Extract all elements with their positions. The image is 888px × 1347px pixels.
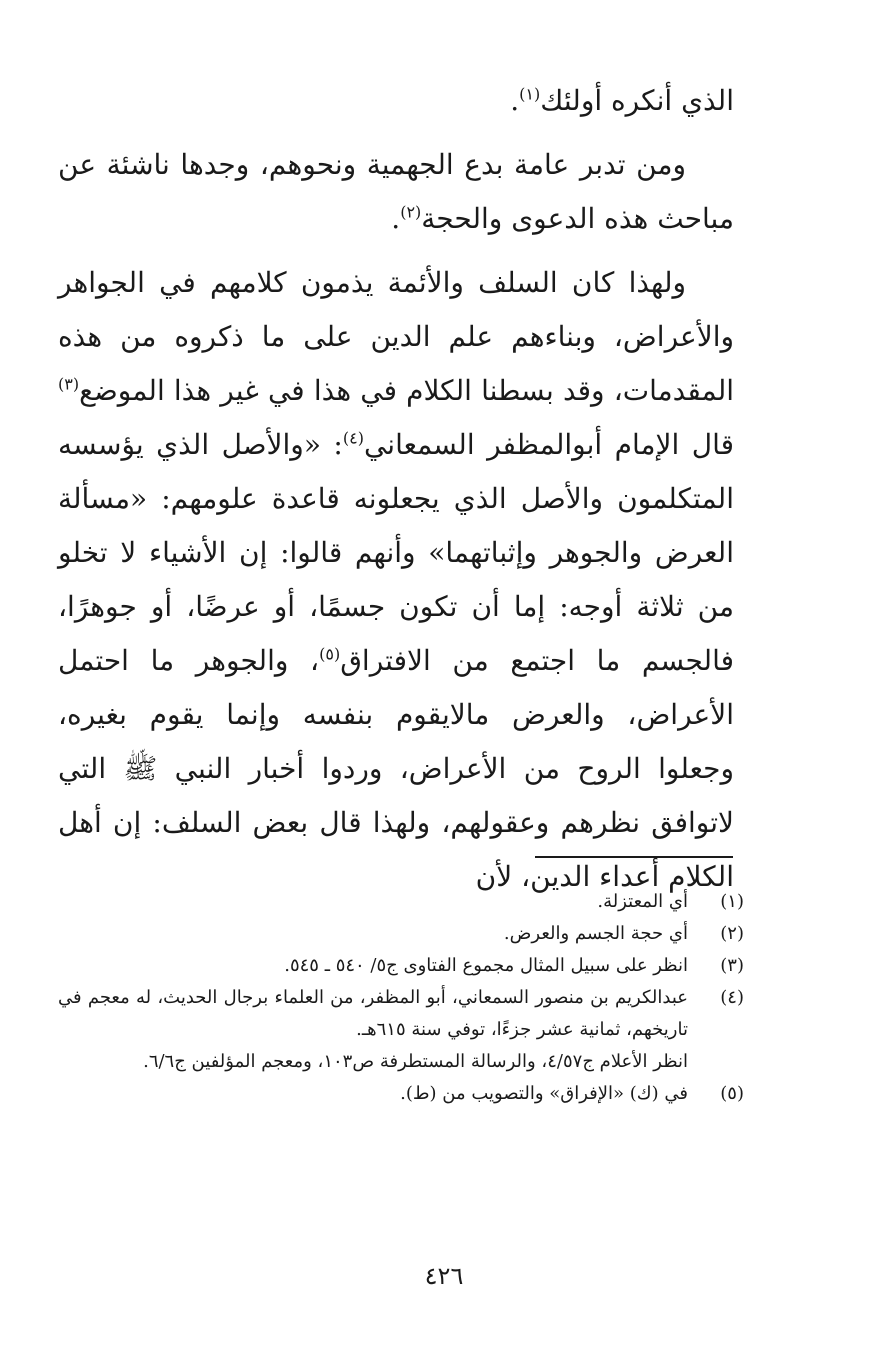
footnotes	[58, 886, 744, 1110]
paragraph-3	[58, 256, 734, 904]
paragraph-3-part-3: : «والأصل الذي يؤسسه المتكلمون والأصل الذي يجعلونه قاعدة علومهم: «مسألة العرض والجوهر وإثباتهما» وأنهم قالوا: إن الأشياء لا تخلو من ثلاثة أوجه: إما أن تكون جسمًا، أو عرضًا، أو جوهرًا، فالجسم ما اجتمع من الافتراق	[58, 428, 734, 677]
footnote-3-text	[58, 950, 688, 982]
footnote-1-text	[58, 886, 688, 918]
footnote-3-number: (٣)	[720, 955, 744, 976]
footnote-2-text	[58, 918, 688, 950]
footnote-1	[58, 886, 744, 918]
footnote-4-number: (٤)	[720, 987, 744, 1008]
footnote-ref-4[interactable]: (٤)	[342, 428, 364, 448]
paragraph-3-part-2: قال الإمام أبوالمظفر السمعاني	[363, 428, 734, 461]
paragraph-1	[58, 74, 734, 128]
paragraph-3-part-1: ولهذا كان السلف والأئمة يذمون كلامهم في الجواهر والأعراض، وبناءهم علم الدين على ما ذكروه من هذه المقدمات، وقد بسطنا الكلام في هذا في غير هذا الموضع	[58, 266, 734, 407]
footnote-ref-1[interactable]: (١)	[519, 84, 541, 104]
page-number: ٤٢٦	[424, 1262, 464, 1290]
paragraph-2	[58, 138, 734, 246]
paragraph-2-text: ومن تدبر عامة بدع الجهمية ونحوهم، وجدها ناشئة عن مباحث هذه الدعوى والحجة	[58, 148, 734, 235]
footnote-2	[58, 918, 744, 950]
footnote-ref-3[interactable]: (٣)	[58, 374, 80, 394]
footnote-ref-5[interactable]: (٥)	[319, 644, 341, 664]
main-text	[58, 74, 734, 904]
footnote-5-text	[58, 1078, 688, 1110]
paragraph-1-text: الذي أنكره أولئك	[540, 84, 734, 117]
footnote-1-line-1: أي المعتزلة.	[597, 891, 688, 912]
footnote-2-number: (٢)	[720, 923, 744, 944]
footnote-5	[58, 1078, 744, 1110]
footnote-separator	[535, 856, 733, 858]
paragraph-2-end: .	[391, 202, 401, 235]
footnote-3-line-1: انظر على سبيل المثال مجموع الفتاوى ج٥/ ٥٤٠ ـ ٥٤٥.	[284, 955, 688, 976]
footnote-4-line-2: انظر الأعلام ج٤/٥٧، والرسالة المستطرفة ص١٠٣، ومعجم المؤلفين ج٦/٦.	[143, 1051, 688, 1072]
footnote-4-line-1: عبدالكريم بن منصور السمعاني، أبو المظفر، من العلماء برجال الحديث، له معجم في تاريخهم، ثمانية عشر جزءًا، توفي سنة ٦١٥هـ.	[58, 987, 688, 1040]
footnote-3	[58, 950, 744, 982]
paragraph-1-end: .	[510, 84, 520, 117]
footnote-4	[58, 982, 744, 1078]
footnote-4-text	[58, 982, 688, 1078]
footnote-ref-2[interactable]: (٢)	[400, 202, 422, 222]
footnote-5-line-1: في (ك) «الإفراق» والتصويب من (ط).	[400, 1083, 688, 1104]
footnote-5-number: (٥)	[720, 1083, 744, 1104]
footnote-2-line-1: أي حجة الجسم والعرض.	[503, 923, 688, 944]
footnote-1-number: (١)	[720, 891, 744, 912]
paragraph-3-part-4: ، والجوهر ما احتمل الأعراض، والعرض مالايقوم بنفسه وإنما يقوم بغيره، وجعلوا الروح من الأعراض، وردوا أخبار النبي ﷺ التي لاتوافق نظرهم وعقولهم، ولهذا قال بعض السلف: إن أهل الكلام أعداء الدين، لأن	[58, 644, 734, 893]
